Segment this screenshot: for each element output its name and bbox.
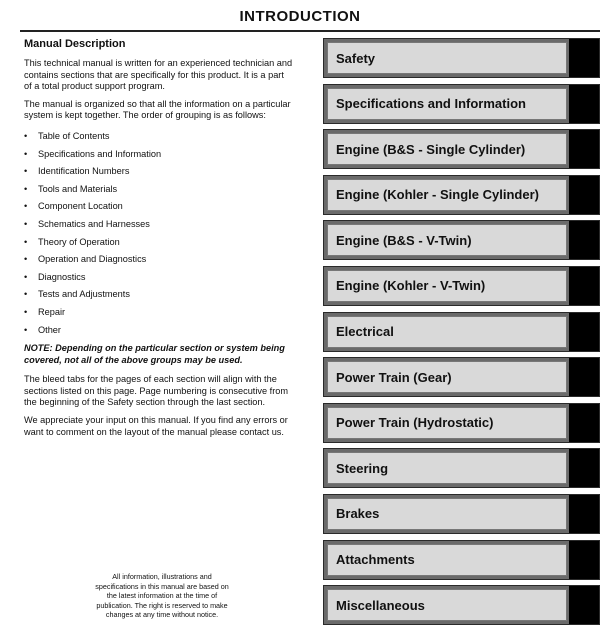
list-item-label: Schematics and Harnesses xyxy=(38,218,150,229)
list-item-label: Specifications and Information xyxy=(38,148,162,159)
list-item xyxy=(24,269,294,287)
bleed-tabs-paragraph: The bleed tabs for the pages of each section will align with the sections listed on this page. Page numbering is consecutive from the beginning of the Safety section through the last section. xyxy=(24,374,289,408)
bleed-tab xyxy=(569,130,599,168)
section-tab-label: Power Train (Hydrostatic) xyxy=(327,407,567,439)
section-tab-label: Specifications and Information xyxy=(327,88,567,120)
disclaimer: All information, illustrations and specifications in this manual are based on the latest information at the time of publication. The right is reserved to make changes at any time without notice. xyxy=(95,572,229,620)
bullet: • xyxy=(24,218,28,229)
bleed-tab xyxy=(569,176,599,214)
bullet: • xyxy=(24,166,28,177)
bullet: • xyxy=(24,324,28,335)
list-item xyxy=(24,146,294,164)
list-item xyxy=(24,251,294,269)
section-tab-label: Power Train (Gear) xyxy=(327,361,567,393)
page-title: INTRODUCTION xyxy=(239,8,361,25)
bleed-tab xyxy=(569,267,599,305)
section-tab-label: Engine (B&S - Single Cylinder) xyxy=(327,133,567,165)
section-tab-steering[interactable] xyxy=(323,448,600,488)
section-tab-electrical[interactable] xyxy=(323,312,600,352)
section-tab-label: Engine (Kohler - V-Twin) xyxy=(327,270,567,302)
bullet: • xyxy=(24,236,28,247)
bullet: • xyxy=(24,201,28,212)
bleed-tab xyxy=(569,586,599,624)
list-item xyxy=(24,163,294,181)
section-tab-engine-kohler-vtwin[interactable] xyxy=(323,266,600,306)
bleed-tab xyxy=(569,85,599,123)
section-tab-label: Electrical xyxy=(327,316,567,348)
bleed-tab xyxy=(569,449,599,487)
section-tab-engine-bs-single[interactable] xyxy=(323,129,600,169)
bleed-tab xyxy=(569,358,599,396)
section-tab-label: Brakes xyxy=(327,498,567,530)
note: NOTE: Depending on the particular section or system being covered, not all of the above groups may be used. xyxy=(24,343,285,365)
section-tab-safety[interactable] xyxy=(323,38,600,78)
bleed-tab xyxy=(569,39,599,77)
list-item xyxy=(24,198,294,216)
feedback-paragraph: We appreciate your input on this manual. If you find any errors or want to comment on the layout of the manual please contact us. xyxy=(24,415,288,437)
section-heading: Manual Description xyxy=(24,38,126,50)
section-tab-label: Steering xyxy=(327,452,567,484)
bullet: • xyxy=(24,271,28,282)
list-item-label: Table of Contents xyxy=(38,130,110,141)
title-rule xyxy=(20,30,600,32)
list-item-label: Diagnostics xyxy=(38,271,86,282)
section-tabs xyxy=(323,38,600,631)
section-tab-miscellaneous[interactable] xyxy=(323,585,600,625)
list-item-label: Identification Numbers xyxy=(38,166,130,177)
list-item xyxy=(24,128,294,146)
bleed-tab xyxy=(569,221,599,259)
intro-paragraph: This technical manual is written for an experienced technician and contains sections that are specifically for this product. It is a part of a total product support program. xyxy=(24,58,293,92)
bleed-tab xyxy=(569,541,599,579)
bullet: • xyxy=(24,148,28,159)
bullet: • xyxy=(24,183,28,194)
bullet: • xyxy=(24,289,28,300)
list-item-label: Component Location xyxy=(38,201,123,212)
bleed-tab xyxy=(569,404,599,442)
list-item-label: Other xyxy=(38,324,61,335)
bullet: • xyxy=(24,306,28,317)
list-item-label: Tests and Adjustments xyxy=(38,289,130,300)
section-tab-label: Attachments xyxy=(327,544,567,576)
group-list xyxy=(24,128,294,339)
section-tab-label: Engine (Kohler - Single Cylinder) xyxy=(327,179,567,211)
section-tab-engine-bs-vtwin[interactable] xyxy=(323,220,600,260)
section-tab-label: Safety xyxy=(327,42,567,74)
section-tab-power-train-hydrostatic[interactable] xyxy=(323,403,600,443)
grouping-paragraph: The manual is organized so that all the information on a particular system is kept together. The order of grouping is as follows: xyxy=(24,98,291,121)
section-tab-label: Engine (B&S - V-Twin) xyxy=(327,224,567,256)
section-tab-attachments[interactable] xyxy=(323,540,600,580)
section-tab-specifications[interactable] xyxy=(323,84,600,124)
list-item xyxy=(24,286,294,304)
list-item xyxy=(24,234,294,252)
list-item xyxy=(24,304,294,322)
list-item-label: Repair xyxy=(38,306,66,317)
section-tab-power-train-gear[interactable] xyxy=(323,357,600,397)
section-tab-brakes[interactable] xyxy=(323,494,600,534)
list-item-label: Operation and Diagnostics xyxy=(38,254,147,265)
section-tab-engine-kohler-single[interactable] xyxy=(323,175,600,215)
manual-description xyxy=(24,38,294,444)
list-item xyxy=(24,216,294,234)
bullet: • xyxy=(24,130,28,141)
list-item xyxy=(24,322,294,340)
bleed-tab xyxy=(569,495,599,533)
bullet: • xyxy=(24,254,28,265)
list-item-label: Theory of Operation xyxy=(38,236,120,247)
bleed-tab xyxy=(569,313,599,351)
section-tab-label: Miscellaneous xyxy=(327,589,567,621)
list-item-label: Tools and Materials xyxy=(38,183,118,194)
list-item xyxy=(24,181,294,199)
